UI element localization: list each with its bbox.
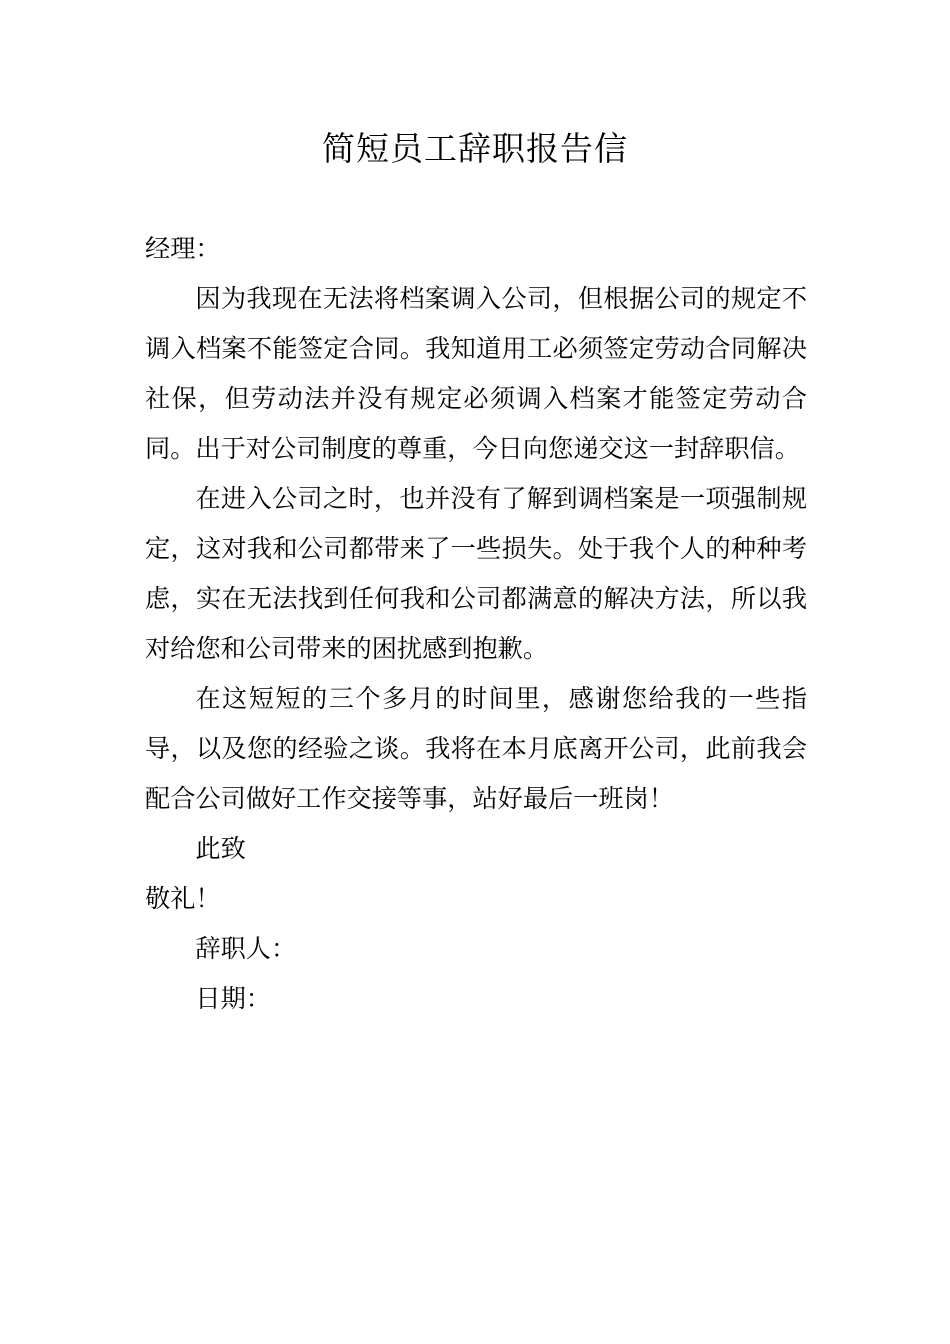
closing-line-2: 敬礼！ <box>145 884 221 913</box>
date-label: 日期： <box>195 984 271 1013</box>
paragraph-2: 在进入公司之时，也并没有了解到调档案是一项强制规定，这对我和公司都带来了一些损失。处于我个人的种种考虑，实在无法找到任何我和公司都满意的解决方法，所以我对给您和公司带来的困扰感到抱歉。 <box>145 484 807 663</box>
paragraph-3: 在这短短的三个多月的时间里，感谢您给我的一些指导，以及您的经验之谈。我将在本月底离开公司，此前我会配合公司做好工作交接等事，站好最后一班岗！ <box>145 684 807 813</box>
closing-line-1: 此致 <box>195 834 246 863</box>
salutation: 经理： <box>145 234 221 263</box>
letter-body <box>145 224 807 1024</box>
paragraph-1: 因为我现在无法将档案调入公司，但根据公司的规定不调入档案不能签定合同。我知道用工必须签定劳动合同解决社保，但劳动法并没有规定必须调入档案才能签定劳动合同。出于对公司制度的尊重，今日向您递交这一封辞职信。 <box>145 284 807 463</box>
document-title: 简短员工辞职报告信 <box>322 129 628 168</box>
signature-label: 辞职人： <box>195 934 297 963</box>
